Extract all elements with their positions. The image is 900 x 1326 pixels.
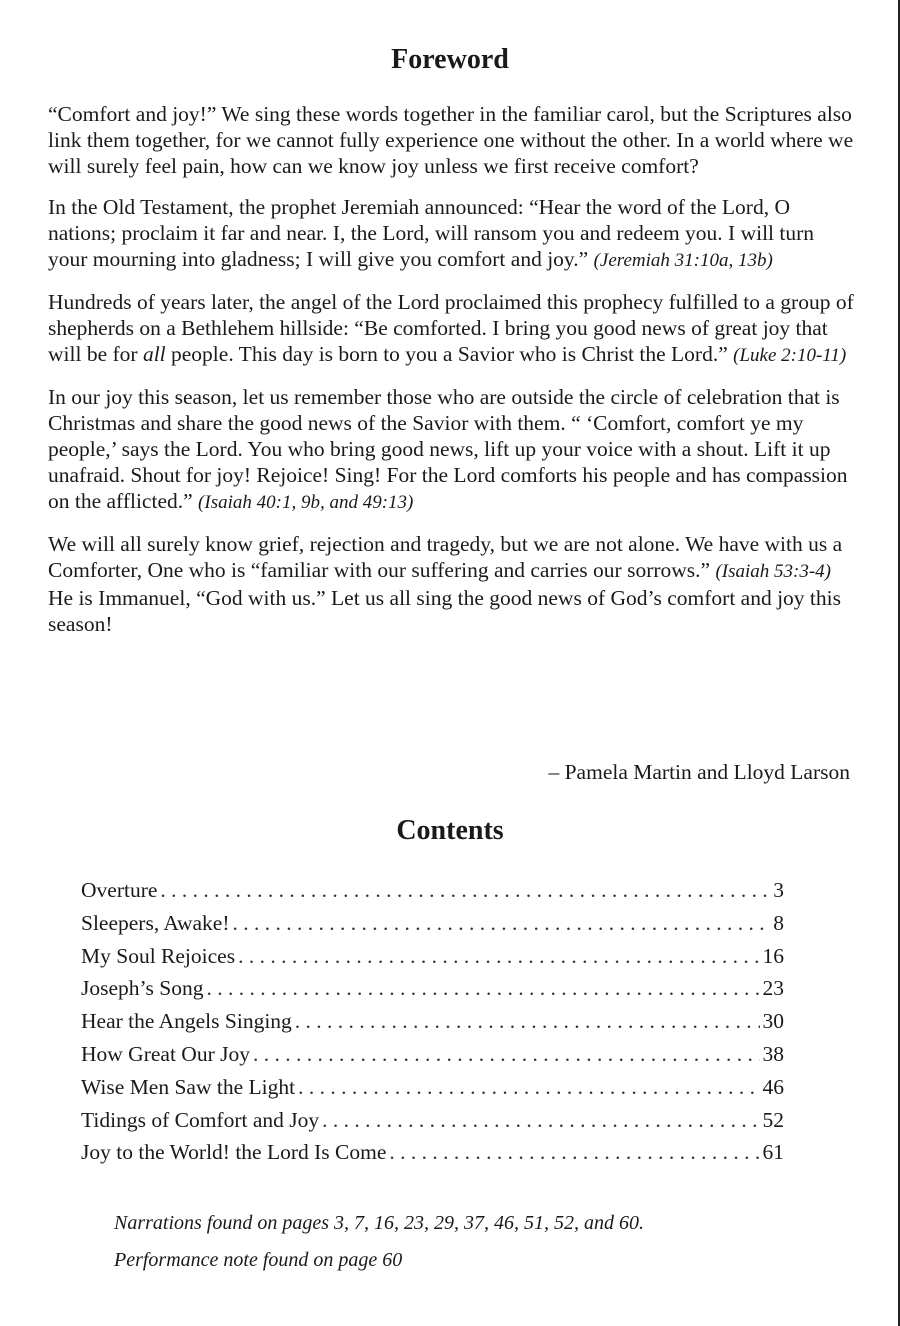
toc-leader-dots: [295, 1009, 760, 1034]
toc-entry-title: Sleepers, Awake!: [81, 910, 230, 935]
toc-entry-title: Joseph’s Song: [81, 976, 204, 1001]
toc-entry-title: Joy to the World! the Lord Is Come: [81, 1140, 387, 1165]
toc-entry-hear-the-angels-singing: [81, 1009, 784, 1042]
toc-entry-page: 16: [762, 943, 784, 968]
narrations-note: Narrations found on pages 3, 7, 16, 23, 29, 37, 46, 51, 52, and 60.: [114, 1212, 645, 1234]
toc-entry-joy-to-the-world: [81, 1140, 784, 1173]
toc-entry-page: 3: [773, 878, 784, 902]
toc-leader-dots: [298, 1075, 759, 1100]
toc-leader-dots: [238, 944, 759, 969]
contents-notes: [114, 1205, 644, 1279]
foreword-body: [48, 101, 854, 652]
toc-entry-page: 38: [762, 1041, 784, 1066]
foreword-p3-citation: (Luke 2:10-11): [733, 345, 847, 366]
foreword-p3-text-b: people. This day is born to you a Savior who is Christ the Lord.”: [165, 342, 728, 366]
foreword-signature: – Pamela Martin and Lloyd Larson: [548, 760, 850, 784]
toc-entry-title: How Great Our Joy: [81, 1041, 250, 1066]
foreword-paragraph-3: [48, 289, 854, 369]
toc-entry-title: My Soul Rejoices: [81, 943, 236, 968]
foreword-p2-text: In the Old Testament, the prophet Jeremiah announced: “Hear the word of the Lord, O nations; proclaim it far and near. I, the Lord, will ransom you and redeem you. I will turn your mourning into gladness; I will give you comfort and joy.”: [48, 195, 815, 271]
toc-leader-dots: [322, 1108, 759, 1133]
toc-entry-page: 30: [762, 1009, 784, 1034]
toc-entry-page: 61: [762, 1140, 784, 1165]
toc-entry-page: 46: [762, 1074, 784, 1099]
table-of-contents: [81, 878, 784, 1173]
toc-leader-dots: [206, 976, 759, 1001]
foreword-p5-text-b: He is Immanuel, “God with us.” Let us all sing the good news of God’s comfort and joy this season!: [48, 586, 841, 636]
toc-entry-page: 8: [773, 910, 784, 935]
toc-entry-title: Tidings of Comfort and Joy: [81, 1107, 320, 1132]
foreword-paragraph-1: [48, 101, 854, 179]
toc-leader-dots: [253, 1042, 760, 1067]
toc-entry-page: 23: [762, 976, 784, 1001]
foreword-p3-emphasis: all: [142, 342, 166, 366]
toc-entry-title: Wise Men Saw the Light: [81, 1074, 296, 1099]
toc-entry-title: Hear the Angels Singing: [81, 1009, 292, 1034]
toc-leader-dots: [232, 911, 770, 936]
toc-entry-wise-men-saw-the-light: [81, 1075, 784, 1108]
toc-entry-page: 52: [762, 1107, 784, 1132]
foreword-p2-citation: (Jeremiah 31:10a, 13b): [593, 250, 773, 271]
foreword-p1-text: “Comfort and joy!” We sing these words together in the familiar carol, but the Scriptures also link them together, for we cannot fully experience one without the other. In a world where we will surely feel pain, how can we know joy unless we first receive comfort?: [48, 102, 854, 178]
foreword-p5-text-a: We will all surely know grief, rejection and tragedy, but we are not alone. We have with us a Comforter, One who is “familiar with our suffering and carries our sorrows.”: [48, 532, 843, 582]
performance-note: Performance note found on page 60: [114, 1249, 403, 1271]
toc-entry-title: Overture: [81, 878, 158, 902]
toc-leader-dots: [389, 1140, 759, 1165]
foreword-paragraph-4: [48, 384, 854, 516]
foreword-paragraph-5: [48, 531, 854, 637]
toc-entry-how-great-our-joy: [81, 1042, 784, 1075]
toc-entry-sleepers-awake: [81, 911, 784, 944]
foreword-p4-citation: (Isaiah 40:1, 9b, and 49:13): [198, 492, 414, 513]
foreword-p3-text-a: Hundreds of years later, the angel of the Lord proclaimed this prophecy fulfilled to a group of shepherds on a Bethlehem hillside: “Be comforted. I bring you good news of great joy that will be for: [48, 290, 854, 366]
toc-entry-tidings-of-comfort-and-joy: [81, 1108, 784, 1141]
toc-entry-my-soul-rejoices: [81, 944, 784, 977]
toc-entry-overture: [81, 878, 784, 911]
foreword-title: Foreword: [391, 44, 509, 75]
toc-entry-josephs-song: [81, 976, 784, 1009]
foreword-p5-citation: (Isaiah 53:3-4): [715, 561, 832, 582]
foreword-p4-text: In our joy this season, let us remember those who are outside the circle of celebration that is Christmas and share the good news of the Savior with them. “ ‘Comfort, comfort ye my people,’ says the Lord. You who bring good news, lift up your voice with a shout. Lift it up unafraid. Shout for joy! Rejoice! Sing! For the Lord comforts his people and has compassion on the afflicted.”: [48, 385, 848, 513]
foreword-paragraph-2: [48, 194, 854, 274]
contents-title: Contents: [396, 815, 504, 846]
toc-leader-dots: [160, 878, 770, 903]
